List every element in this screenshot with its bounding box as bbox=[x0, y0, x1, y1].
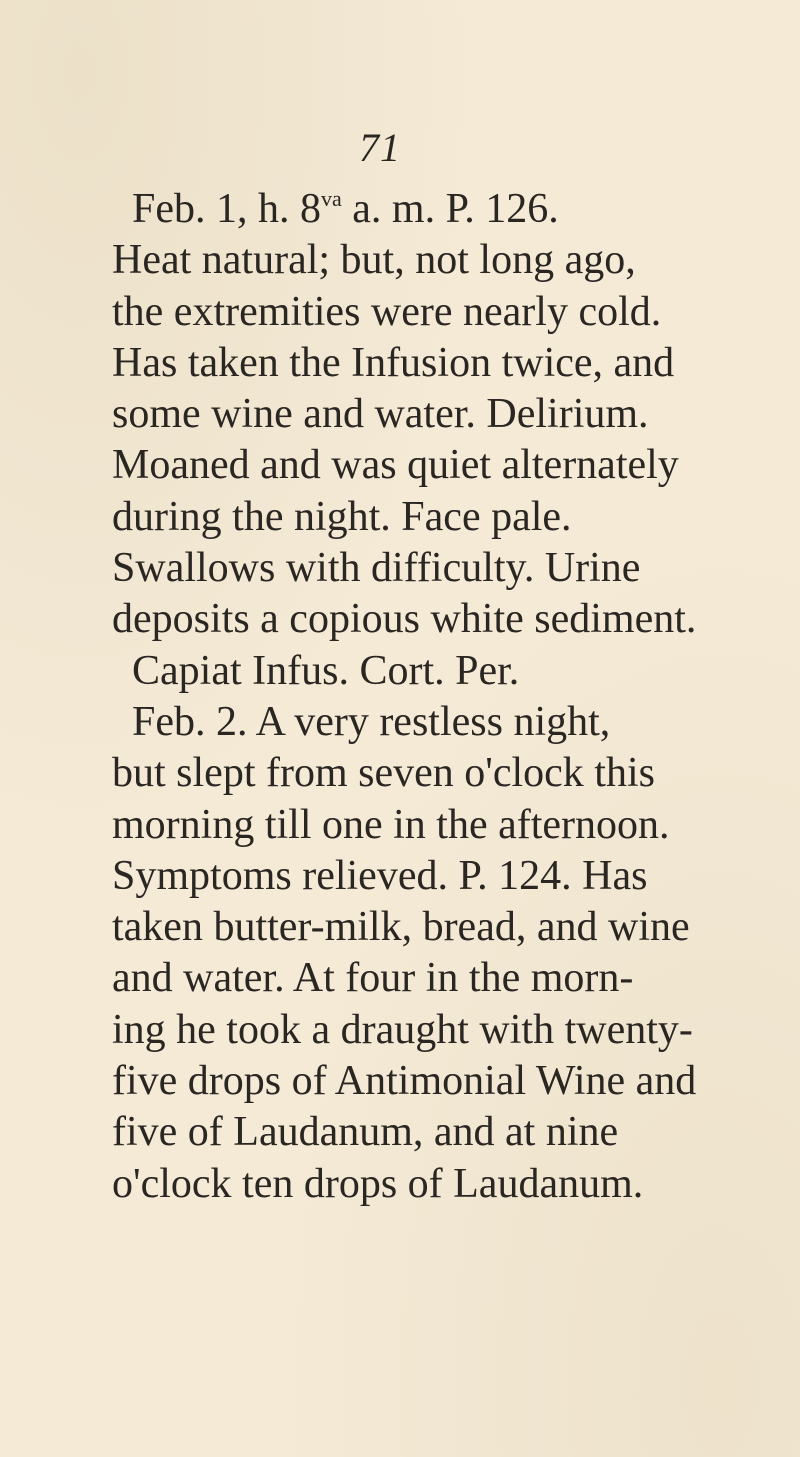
entry-date-suffix: a. m. P. 126. bbox=[341, 186, 559, 232]
entry-date-line bbox=[112, 184, 712, 235]
body-text bbox=[112, 184, 712, 1210]
entry-date-superscript: va bbox=[321, 186, 342, 211]
entry-date-prefix: Feb. 1, h. 8 bbox=[132, 186, 321, 232]
page-number: 71 bbox=[359, 125, 401, 170]
text-line: five drops of Antimonial Wine and bbox=[112, 1058, 697, 1105]
text-line: o'clock ten drops of Laudanum. bbox=[112, 1160, 644, 1207]
text-line: Has taken the Infusion twice, and bbox=[112, 339, 675, 386]
text-line: Moaned and was quiet alternately bbox=[112, 442, 679, 489]
text-line: but slept from seven o'clock this bbox=[112, 750, 655, 797]
text-line: Feb. 2. A very restless night, bbox=[132, 698, 611, 745]
text-line: taken butter-milk, bread, and wine bbox=[112, 904, 690, 951]
text-line: Capiat Infus. Cort. Per. bbox=[132, 647, 520, 694]
text-line: Symptoms relieved. P. 124. Has bbox=[112, 852, 648, 899]
text-line: and water. At four in the morn- bbox=[112, 955, 634, 1002]
text-line: during the night. Face pale. bbox=[112, 493, 572, 540]
text-line: five of Laudanum, and at nine bbox=[112, 1109, 619, 1156]
text-line: morning till one in the afternoon. bbox=[112, 801, 670, 848]
text-line: ing he took a draught with twenty- bbox=[112, 1006, 693, 1053]
text-line: deposits a copious white sediment. bbox=[112, 596, 697, 643]
text-line: some wine and water. Delirium. bbox=[112, 391, 649, 438]
text-line: Swallows with difficulty. Urine bbox=[112, 545, 641, 592]
text-line: the extremities were nearly cold. bbox=[112, 288, 662, 335]
text-line: Heat natural; but, not long ago, bbox=[112, 237, 636, 284]
